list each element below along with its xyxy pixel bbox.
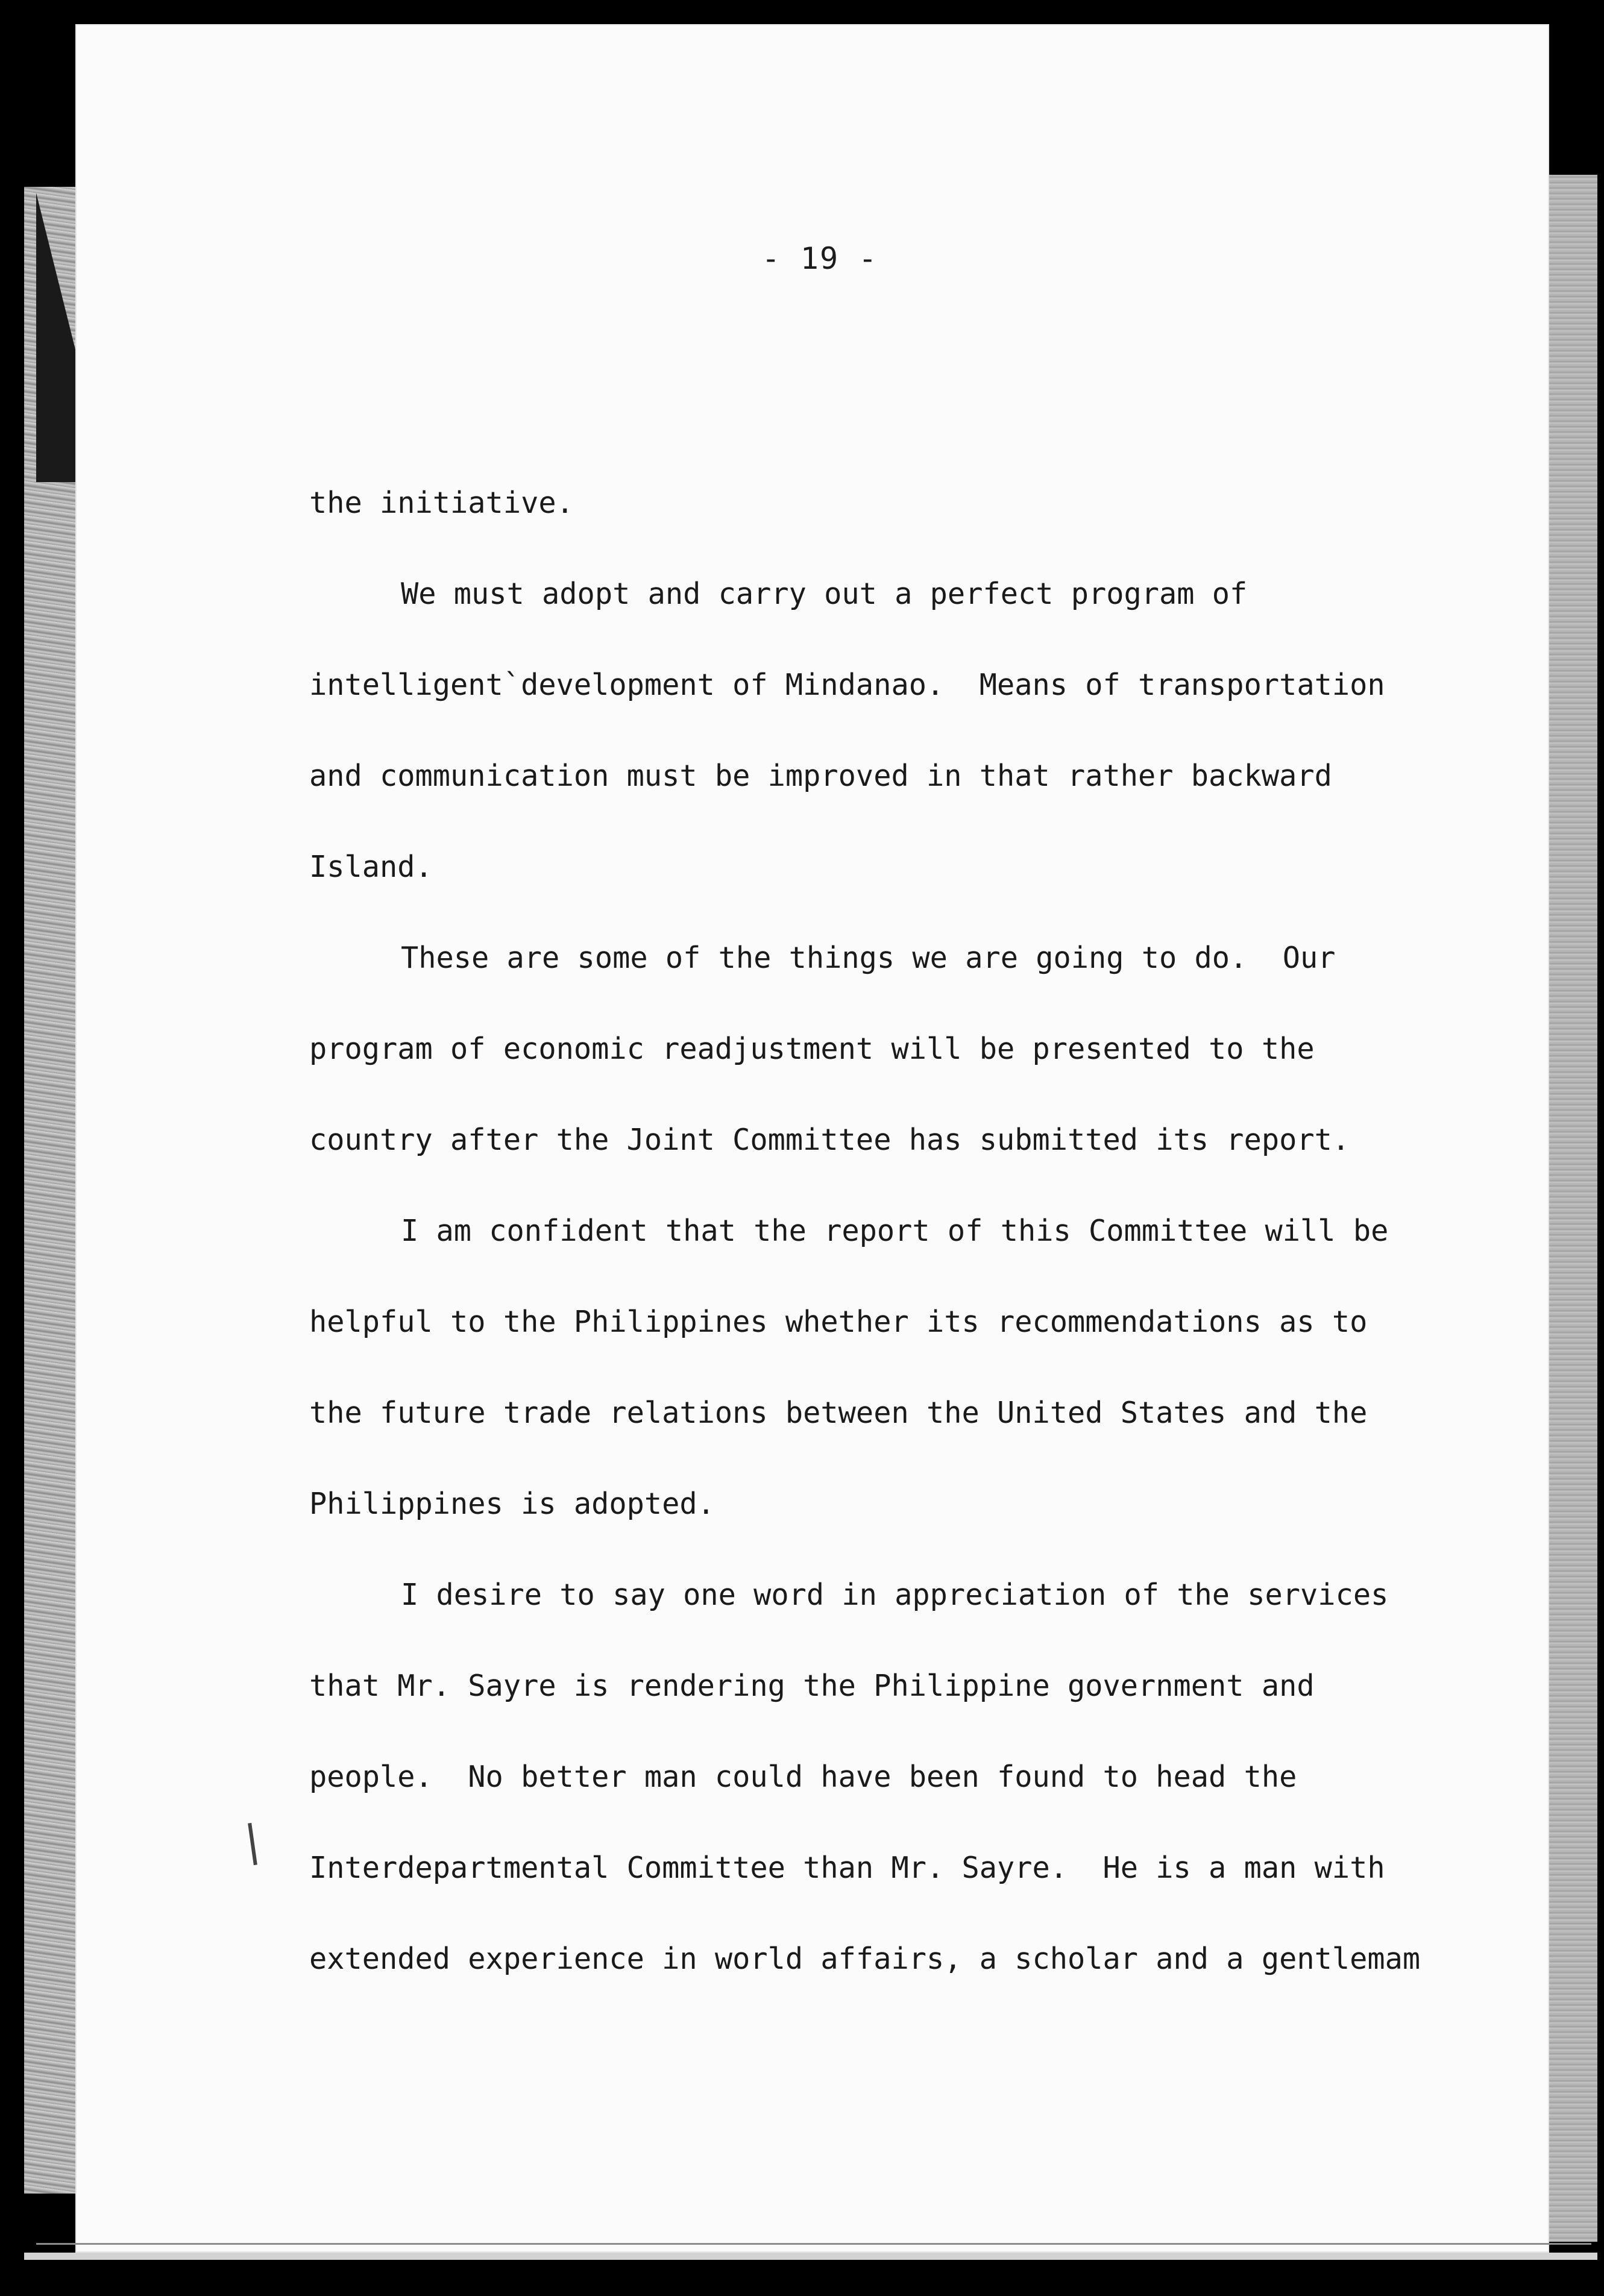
text-line: These are some of the things we are going to do. Our <box>401 941 1336 975</box>
text-line: program of economic readjustment will be presented to the <box>309 1032 1315 1066</box>
text-line: I desire to say one word in appreciation of the services <box>401 1578 1389 1612</box>
scan-bottom-line <box>36 2243 1591 2245</box>
text-line: helpful to the Philippines whether its recommendations as to <box>309 1305 1368 1339</box>
text-line: intelligent`development of Mindanao. Means of transportation <box>309 668 1385 702</box>
text-line: extended experience in world affairs, a scholar and a gentlemam <box>309 1942 1421 1976</box>
scan-left-margin-strip <box>24 187 80 2194</box>
page-number: - 19 - <box>761 241 878 276</box>
text-line: Philippines is adopted. <box>309 1487 715 1521</box>
text-line: country after the Joint Committee has submitted its report. <box>309 1123 1350 1157</box>
text-line: Interdepartmental Committee than Mr. Sayre. He is a man with <box>309 1851 1385 1885</box>
text-line: people. No better man could have been found to head the <box>309 1760 1297 1794</box>
text-line: I am confident that the report of this Committee will be <box>401 1214 1389 1248</box>
text-line: the future trade relations between the United States and the <box>309 1396 1368 1430</box>
body-text <box>309 458 1515 2005</box>
text-line: the initiative. <box>309 486 574 520</box>
text-line: We must adopt and carry out a perfect program of <box>401 577 1248 611</box>
text-line: Island. <box>309 850 433 884</box>
text-line: that Mr. Sayre is rendering the Philippine government and <box>309 1669 1315 1703</box>
text-line: and communication must be improved in that rather backward <box>309 759 1332 793</box>
scan-bottom-edge <box>24 2253 1597 2260</box>
